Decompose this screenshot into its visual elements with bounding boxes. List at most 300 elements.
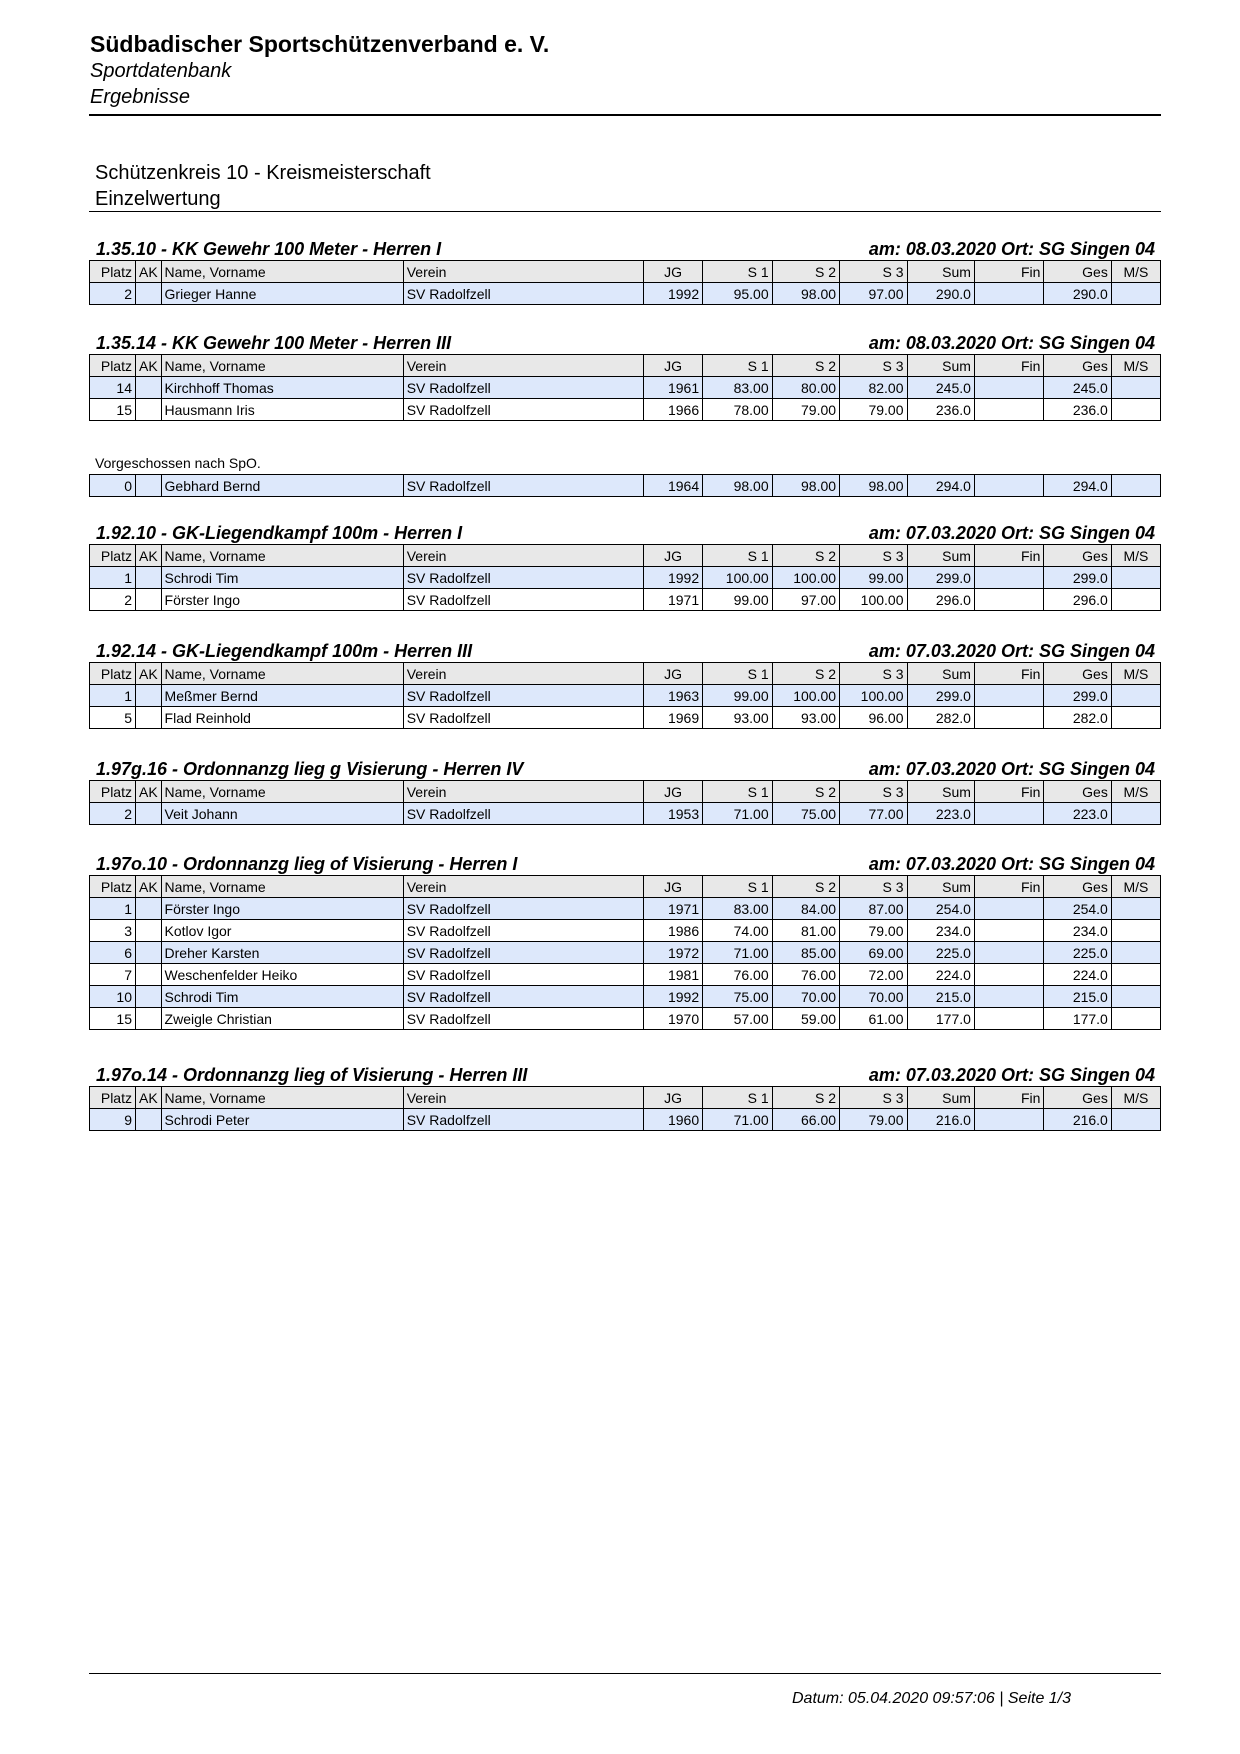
column-header-ak: AK bbox=[135, 355, 161, 377]
column-header-ms: M/S bbox=[1111, 355, 1160, 377]
column-header-fin: Fin bbox=[974, 545, 1043, 567]
column-header-s3: S 3 bbox=[840, 781, 907, 803]
cell-fin bbox=[974, 685, 1043, 707]
cell-sum: 245.0 bbox=[907, 377, 974, 399]
table-row bbox=[90, 377, 1161, 399]
column-header-verein: Verein bbox=[403, 1087, 643, 1109]
cell-platz: 2 bbox=[90, 589, 136, 611]
table-row bbox=[90, 942, 1161, 964]
cell-name: Veit Johann bbox=[161, 803, 403, 825]
competition-title: Schützenkreis 10 - Kreismeisterschaft bbox=[95, 162, 431, 184]
cell-ges: 225.0 bbox=[1044, 942, 1111, 964]
column-header-ms: M/S bbox=[1111, 261, 1160, 283]
column-header-s1: S 1 bbox=[703, 1087, 772, 1109]
column-header-name: Name, Vorname bbox=[161, 876, 403, 898]
cell-ak bbox=[135, 803, 161, 825]
results-table bbox=[89, 1086, 1161, 1131]
column-header-ms: M/S bbox=[1111, 1087, 1160, 1109]
discipline-section bbox=[89, 853, 1161, 1030]
cell-jg: 1986 bbox=[643, 920, 702, 942]
column-header-s1: S 1 bbox=[703, 355, 772, 377]
cell-ak bbox=[135, 377, 161, 399]
section-header bbox=[89, 332, 1161, 354]
cell-platz: 0 bbox=[90, 475, 136, 497]
cell-s1: 100.00 bbox=[703, 567, 772, 589]
section-date-location: am: 07.03.2020 Ort: SG Singen 04 bbox=[868, 1065, 1155, 1085]
discipline-section bbox=[89, 332, 1161, 421]
cell-s3: 77.00 bbox=[840, 803, 907, 825]
cell-name: Schrodi Peter bbox=[161, 1109, 403, 1131]
competition-subtitle: Einzelwertung bbox=[95, 188, 221, 210]
cell-platz: 1 bbox=[90, 898, 136, 920]
section-header bbox=[89, 238, 1161, 260]
cell-name: Kirchhoff Thomas bbox=[161, 377, 403, 399]
cell-s2: 85.00 bbox=[772, 942, 839, 964]
cell-ms bbox=[1111, 399, 1160, 421]
cell-s3: 100.00 bbox=[840, 589, 907, 611]
cell-s2: 97.00 bbox=[772, 589, 839, 611]
cell-platz: 1 bbox=[90, 685, 136, 707]
cell-ges: 294.0 bbox=[1044, 475, 1111, 497]
cell-jg: 1971 bbox=[643, 589, 702, 611]
cell-s2: 100.00 bbox=[772, 685, 839, 707]
cell-fin bbox=[974, 1008, 1043, 1030]
cell-sum: 216.0 bbox=[907, 1109, 974, 1131]
table-row bbox=[90, 475, 1161, 497]
column-header-s1: S 1 bbox=[703, 876, 772, 898]
cell-ak bbox=[135, 964, 161, 986]
column-header-ges: Ges bbox=[1044, 781, 1111, 803]
cell-s1: 71.00 bbox=[703, 1109, 772, 1131]
cell-name: Flad Reinhold bbox=[161, 707, 403, 729]
cell-s2: 76.00 bbox=[772, 964, 839, 986]
header-divider bbox=[89, 114, 1161, 116]
cell-jg: 1953 bbox=[643, 803, 702, 825]
cell-sum: 215.0 bbox=[907, 986, 974, 1008]
cell-ges: 282.0 bbox=[1044, 707, 1111, 729]
column-header-s3: S 3 bbox=[840, 1087, 907, 1109]
column-header-platz: Platz bbox=[90, 1087, 136, 1109]
cell-jg: 1960 bbox=[643, 1109, 702, 1131]
column-header-s2: S 2 bbox=[772, 261, 839, 283]
cell-ges: 177.0 bbox=[1044, 1008, 1111, 1030]
cell-ges: 234.0 bbox=[1044, 920, 1111, 942]
cell-ak bbox=[135, 283, 161, 305]
table-row bbox=[90, 898, 1161, 920]
cell-s1: 78.00 bbox=[703, 399, 772, 421]
cell-s3: 79.00 bbox=[840, 1109, 907, 1131]
results-table bbox=[89, 260, 1161, 305]
cell-ms bbox=[1111, 1109, 1160, 1131]
column-header-s3: S 3 bbox=[840, 876, 907, 898]
cell-verein: SV Radolfzell bbox=[403, 399, 643, 421]
cell-s3: 97.00 bbox=[840, 283, 907, 305]
cell-ms bbox=[1111, 803, 1160, 825]
cell-platz: 10 bbox=[90, 986, 136, 1008]
cell-jg: 1992 bbox=[643, 283, 702, 305]
section-title: 1.97o.10 - Ordonnanzg lieg of Visierung - Herren I bbox=[96, 854, 518, 874]
column-header-ges: Ges bbox=[1044, 876, 1111, 898]
cell-s1: 93.00 bbox=[703, 707, 772, 729]
cell-ges: 215.0 bbox=[1044, 986, 1111, 1008]
cell-jg: 1963 bbox=[643, 685, 702, 707]
table-row bbox=[90, 707, 1161, 729]
cell-ges: 223.0 bbox=[1044, 803, 1111, 825]
cell-name: Schrodi Tim bbox=[161, 986, 403, 1008]
competition-divider bbox=[89, 211, 1161, 212]
discipline-section bbox=[89, 640, 1161, 729]
cell-ak bbox=[135, 707, 161, 729]
cell-fin bbox=[974, 707, 1043, 729]
table-row bbox=[90, 803, 1161, 825]
cell-sum: 236.0 bbox=[907, 399, 974, 421]
section-date-location: am: 08.03.2020 Ort: SG Singen 04 bbox=[868, 239, 1155, 259]
cell-s3: 100.00 bbox=[840, 685, 907, 707]
section-date-location: am: 07.03.2020 Ort: SG Singen 04 bbox=[868, 523, 1155, 543]
section-header bbox=[89, 1064, 1161, 1086]
cell-name: Meßmer Bernd bbox=[161, 685, 403, 707]
cell-sum: 296.0 bbox=[907, 589, 974, 611]
cell-sum: 290.0 bbox=[907, 283, 974, 305]
cell-verein: SV Radolfzell bbox=[403, 964, 643, 986]
table-row bbox=[90, 920, 1161, 942]
cell-platz: 5 bbox=[90, 707, 136, 729]
cell-s1: 83.00 bbox=[703, 377, 772, 399]
cell-platz: 7 bbox=[90, 964, 136, 986]
cell-ges: 224.0 bbox=[1044, 964, 1111, 986]
cell-s3: 79.00 bbox=[840, 920, 907, 942]
cell-jg: 1992 bbox=[643, 567, 702, 589]
cell-ms bbox=[1111, 707, 1160, 729]
column-header-fin: Fin bbox=[974, 1087, 1043, 1109]
column-header-ges: Ges bbox=[1044, 261, 1111, 283]
cell-verein: SV Radolfzell bbox=[403, 283, 643, 305]
cell-platz: 2 bbox=[90, 803, 136, 825]
cell-ges: 216.0 bbox=[1044, 1109, 1111, 1131]
column-header-s1: S 1 bbox=[703, 781, 772, 803]
column-header-fin: Fin bbox=[974, 355, 1043, 377]
cell-fin bbox=[974, 1109, 1043, 1131]
cell-jg: 1969 bbox=[643, 707, 702, 729]
column-header-jg: JG bbox=[643, 781, 702, 803]
cell-verein: SV Radolfzell bbox=[403, 567, 643, 589]
cell-name: Förster Ingo bbox=[161, 898, 403, 920]
cell-ak bbox=[135, 920, 161, 942]
column-header-fin: Fin bbox=[974, 663, 1043, 685]
column-header-ak: AK bbox=[135, 876, 161, 898]
cell-platz: 3 bbox=[90, 920, 136, 942]
column-header-name: Name, Vorname bbox=[161, 781, 403, 803]
cell-name: Schrodi Tim bbox=[161, 567, 403, 589]
cell-s3: 72.00 bbox=[840, 964, 907, 986]
cell-ak bbox=[135, 986, 161, 1008]
cell-verein: SV Radolfzell bbox=[403, 920, 643, 942]
cell-ges: 299.0 bbox=[1044, 685, 1111, 707]
results-table bbox=[89, 474, 1161, 497]
cell-jg: 1964 bbox=[643, 475, 702, 497]
cell-ak bbox=[135, 942, 161, 964]
column-header-fin: Fin bbox=[974, 876, 1043, 898]
results-table bbox=[89, 544, 1161, 611]
column-header-ak: AK bbox=[135, 663, 161, 685]
column-header-ges: Ges bbox=[1044, 545, 1111, 567]
results-table bbox=[89, 780, 1161, 825]
pre-shot-note: Vorgeschossen nach SpO. bbox=[95, 455, 261, 471]
cell-ms bbox=[1111, 964, 1160, 986]
column-header-ak: AK bbox=[135, 1087, 161, 1109]
cell-fin bbox=[974, 986, 1043, 1008]
section-date-location: am: 07.03.2020 Ort: SG Singen 04 bbox=[868, 759, 1155, 779]
cell-s2: 81.00 bbox=[772, 920, 839, 942]
results-label: Ergebnisse bbox=[90, 86, 191, 108]
column-header-fin: Fin bbox=[974, 781, 1043, 803]
cell-verein: SV Radolfzell bbox=[403, 942, 643, 964]
cell-ms bbox=[1111, 283, 1160, 305]
cell-name: Gebhard Bernd bbox=[161, 475, 403, 497]
column-header-platz: Platz bbox=[90, 545, 136, 567]
cell-jg: 1992 bbox=[643, 986, 702, 1008]
column-header-sum: Sum bbox=[907, 876, 974, 898]
cell-sum: 299.0 bbox=[907, 567, 974, 589]
table-row bbox=[90, 1008, 1161, 1030]
column-header-s3: S 3 bbox=[840, 663, 907, 685]
cell-s1: 99.00 bbox=[703, 685, 772, 707]
cell-platz: 9 bbox=[90, 1109, 136, 1131]
cell-s2: 66.00 bbox=[772, 1109, 839, 1131]
cell-ms bbox=[1111, 377, 1160, 399]
cell-sum: 282.0 bbox=[907, 707, 974, 729]
cell-s3: 96.00 bbox=[840, 707, 907, 729]
column-header-jg: JG bbox=[643, 261, 702, 283]
column-header-jg: JG bbox=[643, 1087, 702, 1109]
competition-heading bbox=[95, 160, 431, 212]
column-header-sum: Sum bbox=[907, 545, 974, 567]
cell-ms bbox=[1111, 986, 1160, 1008]
cell-s2: 79.00 bbox=[772, 399, 839, 421]
cell-s1: 74.00 bbox=[703, 920, 772, 942]
cell-ak bbox=[135, 898, 161, 920]
column-header-ak: AK bbox=[135, 261, 161, 283]
section-header bbox=[89, 758, 1161, 780]
section-title: 1.97o.14 - Ordonnanzg lieg of Visierung - Herren III bbox=[96, 1065, 528, 1085]
table-row bbox=[90, 283, 1161, 305]
cell-fin bbox=[974, 475, 1043, 497]
results-table bbox=[89, 662, 1161, 729]
cell-verein: SV Radolfzell bbox=[403, 1008, 643, 1030]
results-table bbox=[89, 875, 1161, 1030]
section-title: 1.97g.16 - Ordonnanzg lieg g Visierung - Herren IV bbox=[96, 759, 524, 779]
column-header-sum: Sum bbox=[907, 781, 974, 803]
cell-s3: 70.00 bbox=[840, 986, 907, 1008]
cell-name: Förster Ingo bbox=[161, 589, 403, 611]
section-header bbox=[89, 640, 1161, 662]
discipline-section bbox=[89, 238, 1161, 305]
cell-fin bbox=[974, 942, 1043, 964]
document-header bbox=[90, 30, 1160, 110]
section-header bbox=[89, 522, 1161, 544]
column-header-verein: Verein bbox=[403, 261, 643, 283]
column-header-platz: Platz bbox=[90, 355, 136, 377]
column-header-sum: Sum bbox=[907, 355, 974, 377]
cell-name: Zweigle Christian bbox=[161, 1008, 403, 1030]
cell-s1: 71.00 bbox=[703, 803, 772, 825]
cell-verein: SV Radolfzell bbox=[403, 986, 643, 1008]
footer-divider bbox=[89, 1673, 1161, 1674]
cell-verein: SV Radolfzell bbox=[403, 589, 643, 611]
column-header-ms: M/S bbox=[1111, 781, 1160, 803]
cell-jg: 1971 bbox=[643, 898, 702, 920]
cell-name: Weschenfelder Heiko bbox=[161, 964, 403, 986]
column-header-s3: S 3 bbox=[840, 545, 907, 567]
column-header-ms: M/S bbox=[1111, 663, 1160, 685]
cell-s1: 75.00 bbox=[703, 986, 772, 1008]
cell-ges: 290.0 bbox=[1044, 283, 1111, 305]
cell-ges: 299.0 bbox=[1044, 567, 1111, 589]
column-header-ak: AK bbox=[135, 781, 161, 803]
column-header-sum: Sum bbox=[907, 663, 974, 685]
cell-fin bbox=[974, 567, 1043, 589]
column-header-verein: Verein bbox=[403, 876, 643, 898]
cell-s2: 93.00 bbox=[772, 707, 839, 729]
cell-verein: SV Radolfzell bbox=[403, 707, 643, 729]
organization-name: Südbadischer Sportschützenverband e. V. bbox=[90, 31, 550, 57]
column-header-sum: Sum bbox=[907, 1087, 974, 1109]
cell-platz: 15 bbox=[90, 1008, 136, 1030]
table-row bbox=[90, 685, 1161, 707]
cell-sum: 294.0 bbox=[907, 475, 974, 497]
column-header-ges: Ges bbox=[1044, 1087, 1111, 1109]
column-header-jg: JG bbox=[643, 545, 702, 567]
cell-s1: 57.00 bbox=[703, 1008, 772, 1030]
cell-ms bbox=[1111, 475, 1160, 497]
cell-s1: 76.00 bbox=[703, 964, 772, 986]
section-date-location: am: 07.03.2020 Ort: SG Singen 04 bbox=[868, 641, 1155, 661]
discipline-section bbox=[89, 1064, 1161, 1131]
results-table bbox=[89, 354, 1161, 421]
cell-s3: 69.00 bbox=[840, 942, 907, 964]
cell-jg: 1961 bbox=[643, 377, 702, 399]
cell-s3: 99.00 bbox=[840, 567, 907, 589]
table-row bbox=[90, 567, 1161, 589]
cell-platz: 14 bbox=[90, 377, 136, 399]
column-header-s1: S 1 bbox=[703, 261, 772, 283]
cell-jg: 1966 bbox=[643, 399, 702, 421]
column-header-verein: Verein bbox=[403, 355, 643, 377]
cell-verein: SV Radolfzell bbox=[403, 803, 643, 825]
cell-fin bbox=[974, 964, 1043, 986]
cell-fin bbox=[974, 377, 1043, 399]
cell-s3: 98.00 bbox=[840, 475, 907, 497]
cell-ak bbox=[135, 1008, 161, 1030]
cell-s1: 95.00 bbox=[703, 283, 772, 305]
column-header-s2: S 2 bbox=[772, 876, 839, 898]
cell-sum: 234.0 bbox=[907, 920, 974, 942]
column-header-verein: Verein bbox=[403, 663, 643, 685]
section-title: 1.35.14 - KK Gewehr 100 Meter - Herren III bbox=[96, 333, 452, 353]
section-date-location: am: 08.03.2020 Ort: SG Singen 04 bbox=[868, 333, 1155, 353]
column-header-verein: Verein bbox=[403, 781, 643, 803]
cell-s1: 99.00 bbox=[703, 589, 772, 611]
column-header-row bbox=[90, 663, 1161, 685]
column-header-name: Name, Vorname bbox=[161, 1087, 403, 1109]
cell-s3: 61.00 bbox=[840, 1008, 907, 1030]
column-header-jg: JG bbox=[643, 663, 702, 685]
column-header-ms: M/S bbox=[1111, 545, 1160, 567]
cell-fin bbox=[974, 803, 1043, 825]
cell-ms bbox=[1111, 942, 1160, 964]
cell-platz: 2 bbox=[90, 283, 136, 305]
column-header-row bbox=[90, 261, 1161, 283]
column-header-name: Name, Vorname bbox=[161, 663, 403, 685]
section-header bbox=[89, 853, 1161, 875]
cell-s2: 100.00 bbox=[772, 567, 839, 589]
column-header-fin: Fin bbox=[974, 261, 1043, 283]
cell-s2: 75.00 bbox=[772, 803, 839, 825]
cell-fin bbox=[974, 283, 1043, 305]
cell-ms bbox=[1111, 685, 1160, 707]
cell-ms bbox=[1111, 1008, 1160, 1030]
table-row bbox=[90, 1109, 1161, 1131]
column-header-row bbox=[90, 355, 1161, 377]
cell-jg: 1981 bbox=[643, 964, 702, 986]
cell-platz: 15 bbox=[90, 399, 136, 421]
column-header-verein: Verein bbox=[403, 545, 643, 567]
cell-name: Grieger Hanne bbox=[161, 283, 403, 305]
cell-ges: 254.0 bbox=[1044, 898, 1111, 920]
cell-s1: 83.00 bbox=[703, 898, 772, 920]
cell-ges: 245.0 bbox=[1044, 377, 1111, 399]
section-title: 1.35.10 - KK Gewehr 100 Meter - Herren I bbox=[96, 239, 442, 259]
cell-name: Hausmann Iris bbox=[161, 399, 403, 421]
column-header-row bbox=[90, 545, 1161, 567]
column-header-s1: S 1 bbox=[703, 663, 772, 685]
cell-jg: 1970 bbox=[643, 1008, 702, 1030]
column-header-s2: S 2 bbox=[772, 1087, 839, 1109]
cell-s3: 79.00 bbox=[840, 399, 907, 421]
cell-s2: 98.00 bbox=[772, 283, 839, 305]
column-header-jg: JG bbox=[643, 876, 702, 898]
table-row bbox=[90, 589, 1161, 611]
discipline-section bbox=[89, 758, 1161, 825]
column-header-s2: S 2 bbox=[772, 355, 839, 377]
column-header-s2: S 2 bbox=[772, 545, 839, 567]
cell-verein: SV Radolfzell bbox=[403, 898, 643, 920]
cell-fin bbox=[974, 898, 1043, 920]
cell-ms bbox=[1111, 589, 1160, 611]
column-header-s2: S 2 bbox=[772, 781, 839, 803]
column-header-ges: Ges bbox=[1044, 355, 1111, 377]
column-header-platz: Platz bbox=[90, 876, 136, 898]
cell-name: Dreher Karsten bbox=[161, 942, 403, 964]
database-label: Sportdatenbank bbox=[90, 60, 232, 82]
cell-s3: 87.00 bbox=[840, 898, 907, 920]
cell-fin bbox=[974, 589, 1043, 611]
column-header-ms: M/S bbox=[1111, 876, 1160, 898]
cell-platz: 1 bbox=[90, 567, 136, 589]
cell-verein: SV Radolfzell bbox=[403, 1109, 643, 1131]
cell-s2: 98.00 bbox=[772, 475, 839, 497]
cell-s2: 59.00 bbox=[772, 1008, 839, 1030]
cell-name: Kotlov Igor bbox=[161, 920, 403, 942]
cell-sum: 299.0 bbox=[907, 685, 974, 707]
section-title: 1.92.10 - GK-Liegendkampf 100m - Herren I bbox=[96, 523, 463, 543]
cell-s2: 70.00 bbox=[772, 986, 839, 1008]
cell-ges: 296.0 bbox=[1044, 589, 1111, 611]
column-header-jg: JG bbox=[643, 355, 702, 377]
cell-verein: SV Radolfzell bbox=[403, 475, 643, 497]
section-title: 1.92.14 - GK-Liegendkampf 100m - Herren III bbox=[96, 641, 473, 661]
column-header-name: Name, Vorname bbox=[161, 355, 403, 377]
